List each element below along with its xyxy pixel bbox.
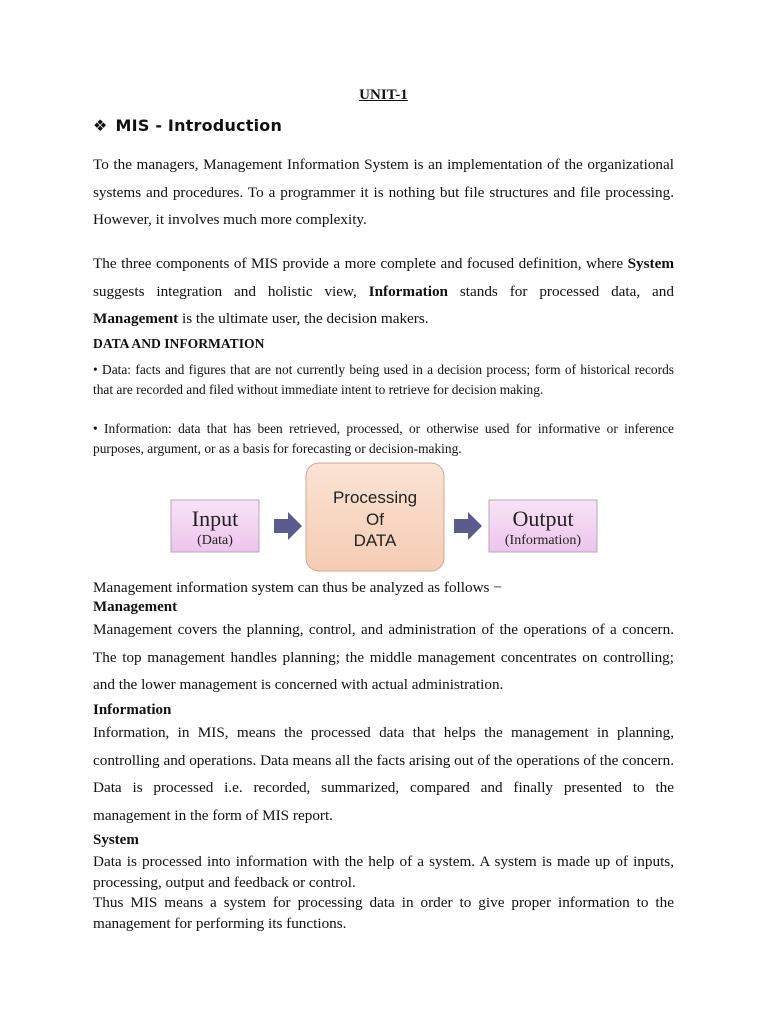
data-information-heading: DATA AND INFORMATION bbox=[93, 336, 265, 351]
input-sublabel: (Data) bbox=[197, 533, 233, 548]
components-text-3: stands for processed data, and bbox=[447, 282, 674, 300]
data-definition: • Data: facts and figures that are not currently being used in a decision process; form of historical records that are recorded and filed without immediate intent to retrieve for decision making. bbox=[93, 362, 674, 397]
data-processing-diagram bbox=[93, 460, 674, 575]
output-sublabel: (Information) bbox=[504, 533, 582, 548]
term-information: Information bbox=[368, 282, 448, 300]
input-label: Input bbox=[191, 506, 239, 531]
components-text-4: is the ultimate user, the decision makers. bbox=[178, 310, 429, 327]
section-title-text: MIS - Introduction bbox=[115, 116, 283, 135]
diamond-bullet-icon: ❖ bbox=[93, 116, 108, 135]
information-definition: • Information: data that has been retrieved, processed, or otherwise used for informative or inference purposes, argument, or as a basis for forecasting or decision-making. bbox=[93, 421, 674, 456]
term-management: Management bbox=[93, 310, 179, 327]
management-paragraph: Management covers the planning, control, and administration of the operations of a concern. The top management handles planning; the middle management concentrates on controlling; and the lower management is concerned with actual administration. bbox=[93, 621, 674, 693]
term-system: System bbox=[627, 255, 674, 272]
components-paragraph bbox=[93, 250, 674, 333]
management-heading: Management bbox=[93, 599, 178, 615]
intro-paragraph: To the managers, Management Information System is an implementation of the organizational systems and procedures. To a programmer it is nothing but file structures and file processing. However, it involves much more complexity. bbox=[93, 156, 674, 228]
analyzed-line: Management information system can thus be analyzed as follows − bbox=[93, 579, 502, 596]
output-label: Output bbox=[512, 506, 574, 531]
unit-title: UNIT-1 bbox=[359, 87, 408, 103]
output-box bbox=[489, 500, 597, 552]
processing-label-line3: DATA bbox=[353, 531, 397, 550]
processing-label-line2: Of bbox=[366, 510, 384, 529]
components-text-1: The three components of MIS provide a more complete and focused definition, where bbox=[93, 255, 628, 272]
information-heading: Information bbox=[93, 702, 172, 718]
information-paragraph: Information, in MIS, means the processed data that helps the management in planning, controlling and operations. Data means all the facts arising out of the operations of the concern. Data is processed i.e. recorded, summarized, compared and finally presented to the management in the form of MIS report. bbox=[93, 724, 674, 824]
system-heading: System bbox=[93, 832, 139, 848]
arrow-right-icon bbox=[454, 512, 482, 540]
system-paragraph-2: Thus MIS means a system for processing data in order to give proper information to the management for performing its functions. bbox=[93, 894, 674, 932]
processing-label-line1: Processing bbox=[332, 488, 418, 507]
section-title bbox=[93, 116, 282, 135]
system-paragraph-1: Data is processed into information with the help of a system. A system is made up of inputs, processing, output and feedback or control. bbox=[93, 853, 674, 891]
processing-box bbox=[306, 463, 444, 571]
components-text-2: suggests integration and holistic view, bbox=[93, 282, 369, 300]
input-box bbox=[171, 500, 259, 552]
arrow-right-icon bbox=[274, 512, 302, 540]
